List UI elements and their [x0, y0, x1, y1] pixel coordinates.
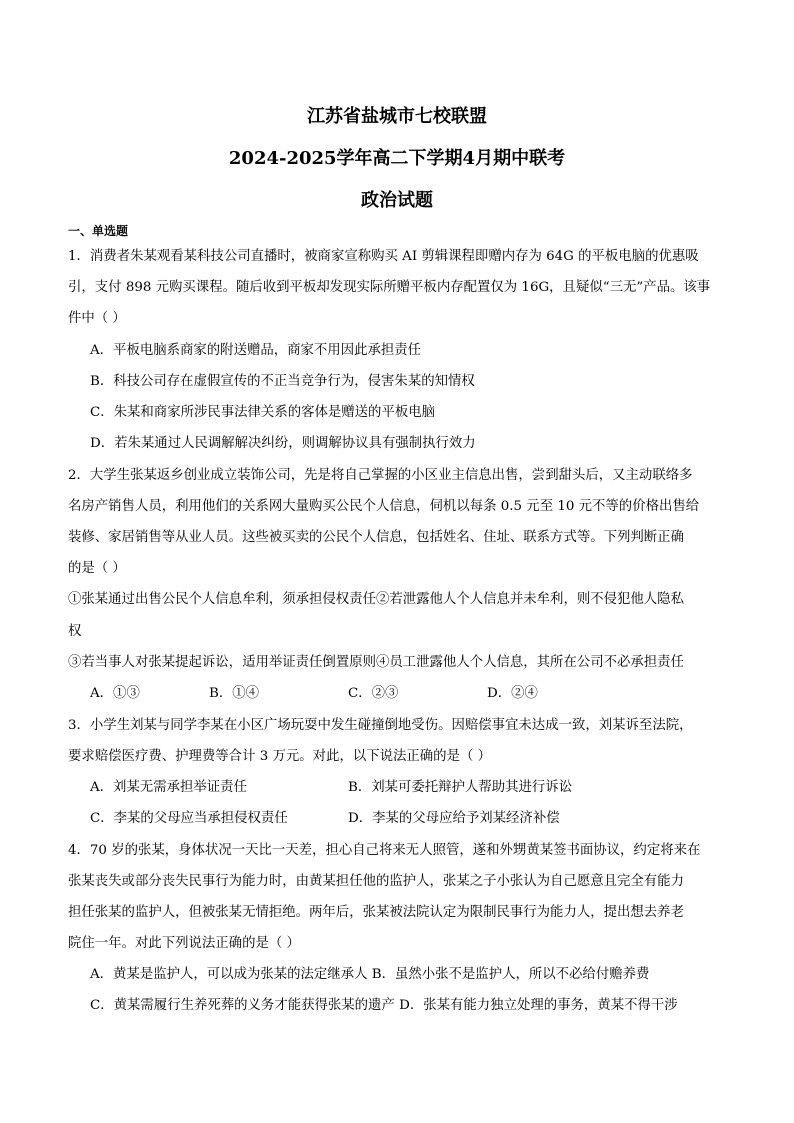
- section-heading: 一、单选题: [68, 224, 129, 238]
- question-2-statement: 权: [68, 624, 82, 639]
- question-1-text: 1．消费者朱某观看某科技公司直播时，被商家宣称购买 AI 剪辑课程即赠内存为 64G 的平板电脑的优惠吸: [68, 249, 699, 264]
- question-3-option-b: B．刘某可委托辩护人帮助其进行诉讼: [348, 780, 573, 795]
- question-1-option-a: A．平板电脑系商家的附送赠品，商家不用因此承担责任: [90, 343, 422, 358]
- question-1-option-b: B．科技公司存在虚假宣传的不正当竞争行为，侵害朱某的知情权: [90, 374, 475, 389]
- question-4-text: 张某丧失或部分丧失民事行为能力时，由黄某担任他的监护人，张某之子小张认为自己愿意且完全有能力: [68, 874, 684, 889]
- question-2-option-b: B．①④: [209, 686, 260, 701]
- question-2-text: 装修、家居销售等从业人员。这些被买卖的公民个人信息，包括姓名、住址、联系方式等。下列判断正确: [68, 530, 684, 545]
- question-2-text: 的是（ ）: [68, 561, 126, 576]
- question-1-option-c: C．朱某和商家所涉民事法律关系的客体是赠送的平板电脑: [90, 405, 436, 420]
- question-2-option-a: A．①③: [90, 686, 140, 701]
- question-3-text: 要求赔偿医疗费、护理费等合计 3 万元。对此，以下说法正确的是（ ）: [68, 749, 492, 764]
- question-3-option-d: D．李某的父母应给予刘某经济补偿: [348, 811, 560, 826]
- question-1-text: 件中（ ）: [68, 311, 126, 326]
- question-4-options-ab: A．黄某是监护人，可以成为张某的法定继承人 B．虽然小张不是监护人，所以不必给付赡养费: [90, 967, 650, 982]
- question-4-options-cd: C．黄某需履行生养死葬的义务才能获得张某的遗产 D．张某有能力独立处理的事务，黄某不得干涉: [90, 998, 678, 1013]
- question-4-text: 院住一年。对此下列说法正确的是（ ）: [68, 936, 300, 951]
- question-3-text: 3．小学生刘某与同学李某在小区广场玩耍中发生碰撞倒地受伤。因赔偿事宜未达成一致，刘某诉至法院，: [68, 718, 693, 733]
- question-2-text: 名房产销售人员，利用他们的关系网大量购买公民个人信息，伺机以每条 0.5 元至 10 元不等的价格出售给: [68, 499, 700, 514]
- exam-title-region: 江苏省盐城市七校联盟: [307, 106, 487, 127]
- question-2-option-c: C．②③: [348, 686, 399, 701]
- question-1-option-d: D．若朱某通过人民调解解决纠纷，则调解协议具有强制执行效力: [90, 436, 476, 451]
- question-2-text: 2．大学生张某返乡创业成立装饰公司，先是将自己掌握的小区业主信息出售，尝到甜头后，又主动联络多: [68, 468, 693, 483]
- question-1-text: 引，支付 898 元购买课程。随后收到平板却发现实际所赠平板内存配置仅为 16G，且疑似“三无”产品。该事: [68, 280, 711, 295]
- question-3-option-a: A．刘某无需承担举证责任: [90, 780, 247, 795]
- question-4-text: 4．70 岁的张某，身体状况一天比一天差，担心自己将来无人照管，遂和外甥黄某签书面协议，约定将来在: [68, 843, 701, 858]
- question-2-statement: ③若当事人对张某提起诉讼，适用举证责任倒置原则④员工泄露他人个人信息，其所在公司不必承担责任: [68, 655, 684, 670]
- question-4-text: 担任张某的监护人，但被张某无情拒绝。两年后，张某被法院认定为限制民事行为能力人，提出想去养老: [68, 905, 684, 920]
- question-3-option-c: C．李某的父母应当承担侵权责任: [90, 811, 288, 826]
- exam-title-term: 2024-2025学年高二下学期4月期中联考: [228, 148, 566, 169]
- question-2-option-d: D．②④: [487, 686, 538, 701]
- question-2-statement: ①张某通过出售公民个人信息牟利，须承担侵权责任②若泄露他人个人信息并未牟利，则不侵犯他人隐私: [68, 592, 684, 607]
- exam-title-subject: 政治试题: [361, 190, 433, 211]
